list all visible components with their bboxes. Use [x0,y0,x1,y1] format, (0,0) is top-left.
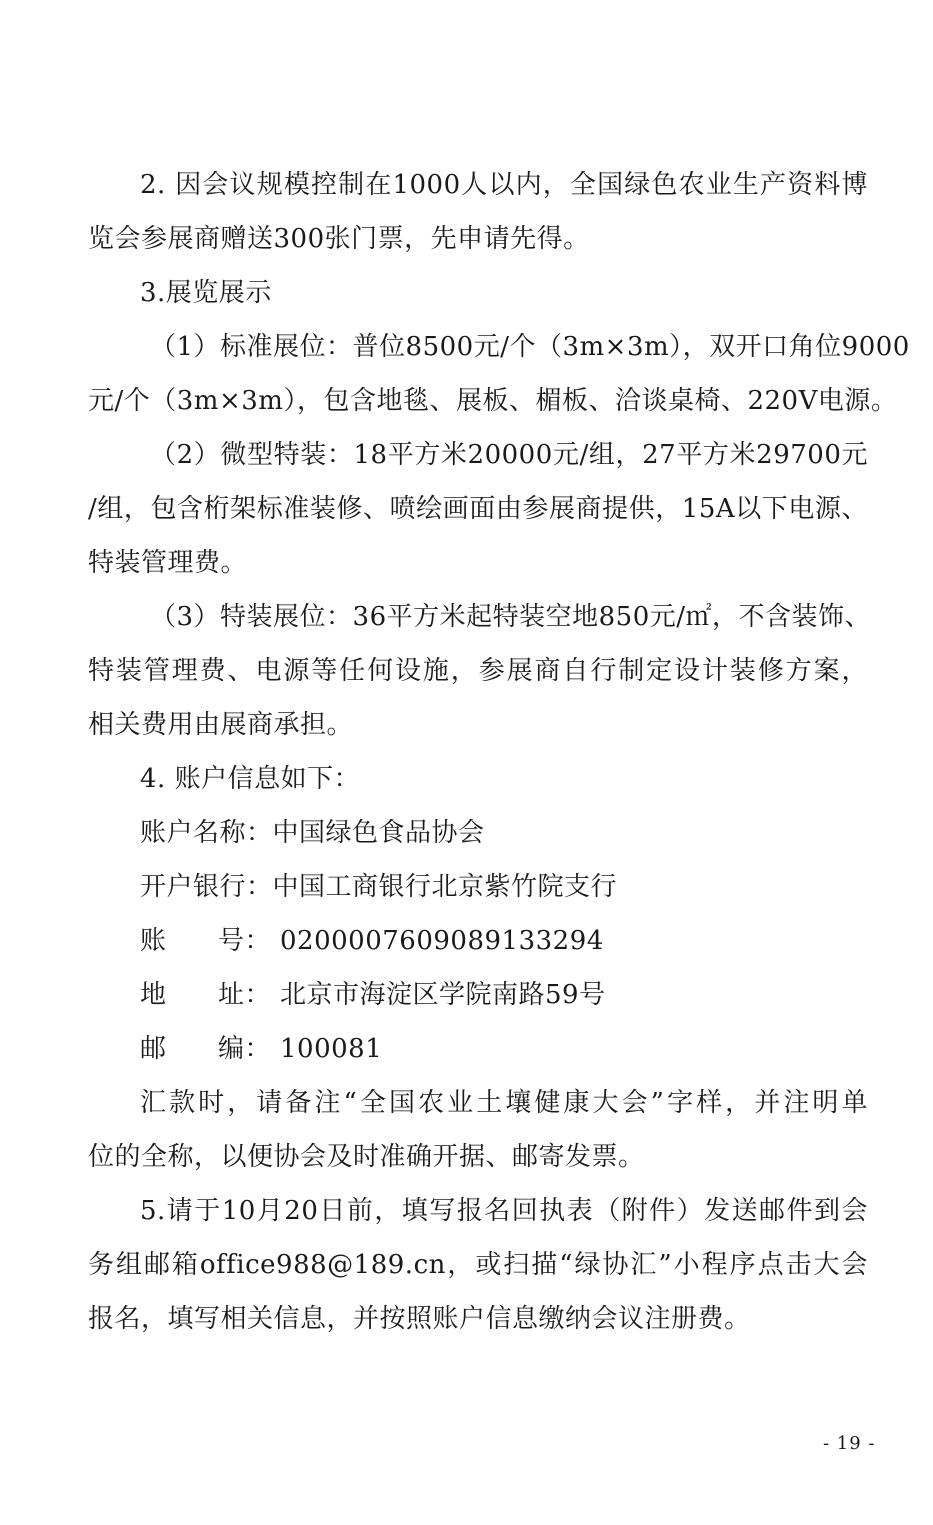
item-3-line-3: 相关费用由展商承担。 [88,710,354,740]
paragraph-5-line-1: 5.请于10月20日前，填写报名回执表（附件）发送邮件到会 [140,1196,868,1226]
account-address-row [140,978,606,1012]
account-address-label: 地 址： [140,980,272,1010]
remittance-note-line-2: 位的全称，以便协会及时准确开据、邮寄发票。 [88,1142,645,1172]
item-3-line-2: 特装管理费、电源等任何设施，参展商自行制定设计装修方案， [88,656,868,686]
account-bank-value: 中国工商银行北京紫竹院支行 [272,872,618,902]
account-number-row [140,924,604,958]
account-bank-row [140,870,617,904]
paragraph-2-line-1: 2. 因会议规模控制在1000人以内，全国绿色农业生产资料博 [140,170,868,200]
item-3-line-1: （3）特装展位：36平方米起特装空地850元/㎡，不含装饰、 [150,602,872,632]
item-2-line-3: 特装管理费。 [88,548,248,578]
account-name-value: 中国绿色食品协会 [272,818,485,848]
account-number-value: 0200007609089133294 [280,926,604,956]
paragraph-5-line-2: 务组邮箱office988@189.cn，或扫描“绿协汇”小程序点击大会 [88,1250,868,1280]
paragraph-5-line-3: 报名，填写相关信息，并按照账户信息缴纳会议注册费。 [88,1304,751,1334]
account-name-label: 账户名称： [140,818,273,848]
remittance-note-line-1: 汇款时，请备注“全国农业土壤健康大会”字样，并注明单 [140,1088,868,1118]
account-postcode-label: 邮 编： [140,1034,272,1064]
item-1-line-2: 元/个（3m×3m），包含地毯、展板、楣板、洽谈桌椅、220V电源。 [88,386,898,416]
item-2-line-1: （2）微型特装：18平方米20000元/组，27平方米29700元 [150,440,868,470]
account-name-row [140,816,485,850]
page-number: - 19 - [823,1433,876,1454]
account-address-value: 北京市海淀区学院南路59号 [280,980,606,1010]
account-postcode-row [140,1032,382,1066]
account-postcode-value: 100081 [280,1034,383,1064]
section-4-heading: 4. 账户信息如下： [140,764,361,794]
paragraph-2-line-2: 览会参展商赠送300张门票，先申请先得。 [88,224,590,254]
account-number-label: 账 号： [140,926,272,956]
item-1-line-1: （1）标准展位：普位8500元/个（3m×3m），双开口角位9000 [150,332,910,362]
account-bank-label: 开户银行： [140,872,273,902]
section-3-heading: 3.展览展示 [140,278,272,308]
item-2-line-2: /组，包含桁架标准装修、喷绘画面由参展商提供，15A以下电源、 [88,494,868,524]
